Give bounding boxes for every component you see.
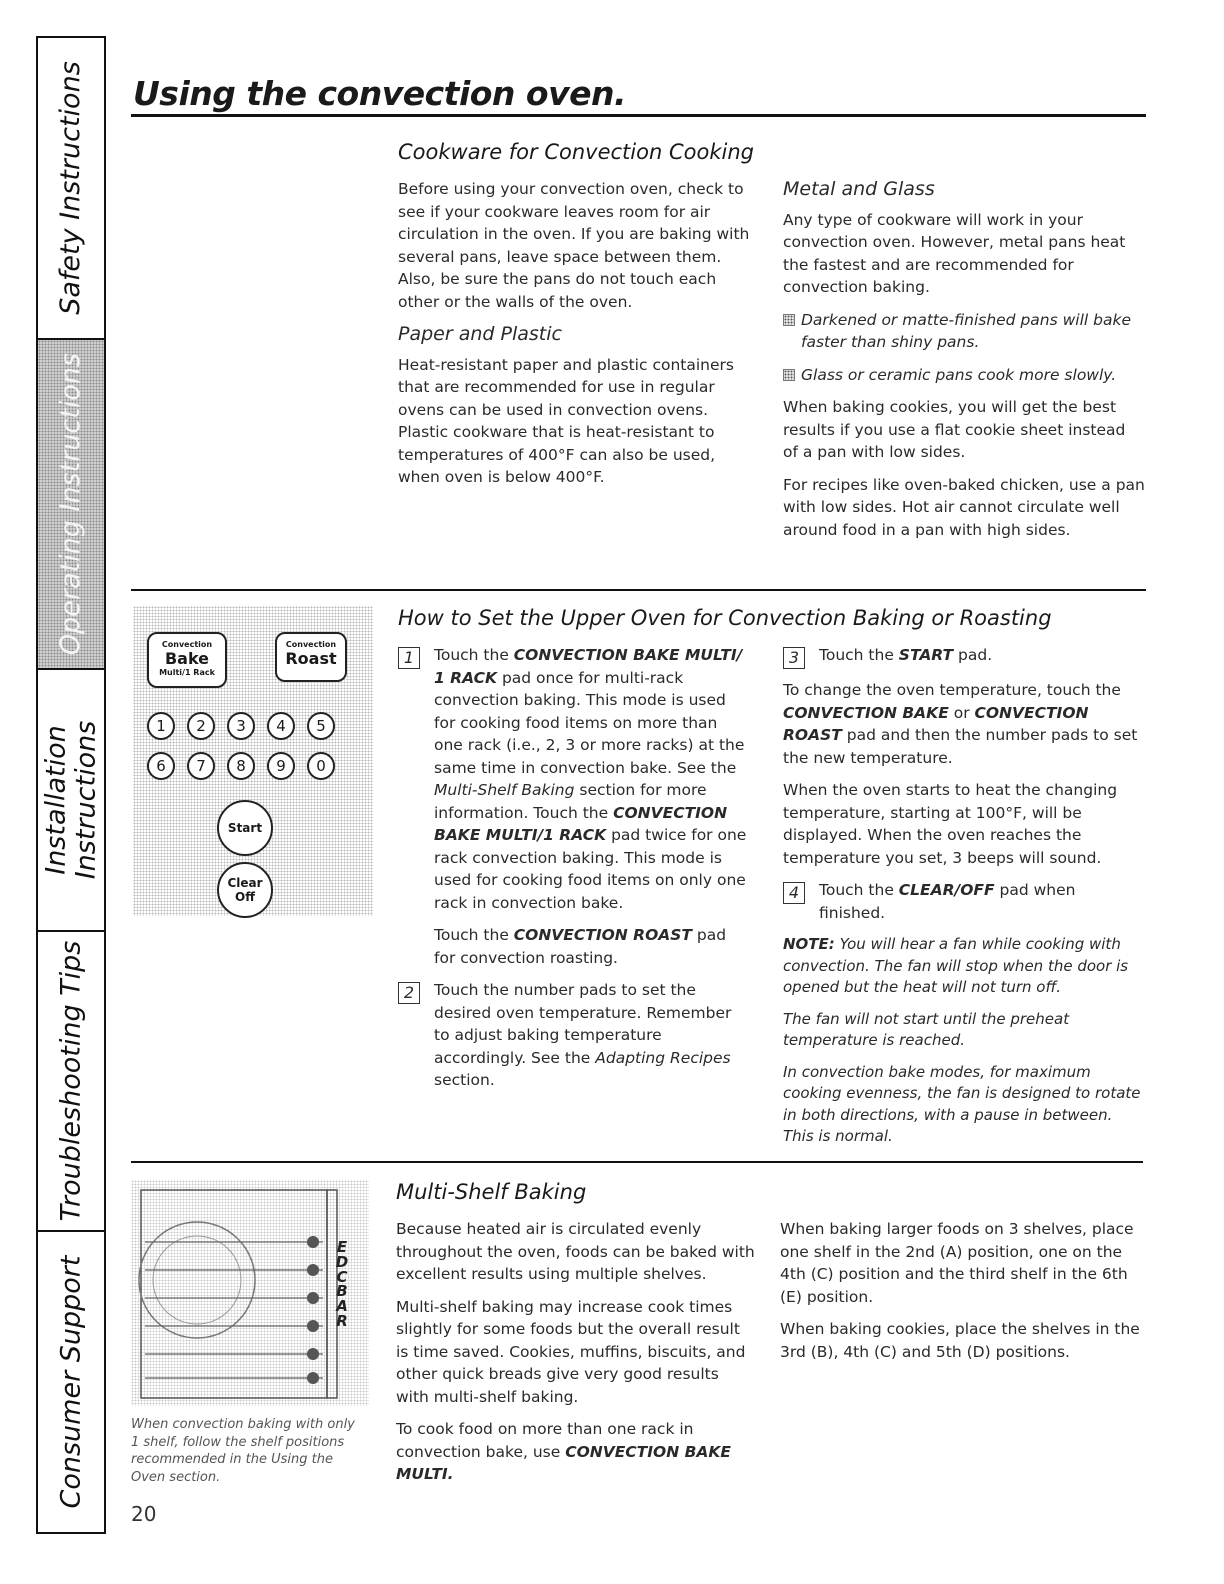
tab-operating-label: Operating Instructions bbox=[55, 352, 86, 656]
howto-left-column bbox=[398, 644, 748, 1102]
convection-roast-pad bbox=[275, 632, 347, 682]
roast-instruction bbox=[398, 924, 748, 969]
heat-text: When the oven starts to heat the changing temperature, starting at 100°F, will be displayed. When the oven reaches the temperature you set, 3 beeps will sound. bbox=[783, 781, 1118, 867]
convection-fan-inner bbox=[153, 1236, 241, 1324]
bullet-glass-text: Glass or ceramic pans cook more slowly. bbox=[801, 365, 1117, 384]
roast-pad-mid: Roast bbox=[285, 649, 337, 668]
step-4-text bbox=[819, 879, 1146, 924]
number-pad-0: 0 bbox=[307, 752, 335, 780]
bullet-square-icon bbox=[783, 369, 795, 381]
shelf-position-markers bbox=[307, 1236, 319, 1384]
section-tabs bbox=[36, 36, 106, 1534]
tab-installation-line1: Installation bbox=[40, 725, 72, 875]
number-pad-9: 9 bbox=[267, 752, 295, 780]
control-panel-illustration bbox=[133, 606, 373, 916]
bullet-darkened-pans bbox=[783, 309, 1145, 354]
multishelf-p3-keyword: CONVECTION BAKE MULTI. bbox=[396, 1442, 731, 1483]
note-2: The fan will not start until the preheat temperature is reached. bbox=[783, 1009, 1070, 1049]
clear-pad-label: Clear bbox=[227, 876, 263, 890]
oven-cavity bbox=[141, 1190, 327, 1398]
change-keyword-1: CONVECTION BAKE bbox=[783, 703, 949, 722]
step-3-text-a: Touch the bbox=[819, 646, 899, 664]
clear-off-pad bbox=[217, 862, 273, 918]
tab-installation-line2: Instructions bbox=[70, 720, 102, 880]
oven-shelf-illustration bbox=[131, 1180, 369, 1406]
step-1 bbox=[398, 644, 748, 914]
cookware-heading: Cookware for Convection Cooking bbox=[398, 140, 754, 164]
change-text-b: pad and then the number pads to set the new temperature. bbox=[783, 726, 1138, 767]
bake-pad-bottom: Multi/1 Rack bbox=[159, 668, 215, 677]
step-4-text-b: pad when finished. bbox=[819, 881, 1076, 922]
start-pad bbox=[217, 800, 273, 856]
multishelf-right-column bbox=[780, 1218, 1142, 1373]
step-3-keyword: START bbox=[898, 646, 954, 664]
step-1-italic: Multi-Shelf Baking bbox=[434, 781, 575, 799]
step-1-number: 1 bbox=[398, 647, 420, 669]
step-4 bbox=[783, 879, 1146, 924]
roast-text-a: Touch the bbox=[434, 926, 514, 944]
chicken-text: For recipes like oven-baked chicken, use a pan with low sides. Hot air cannot circulate well around food in a pan with high sides. bbox=[783, 475, 1145, 539]
tab-safety-label: Safety Instructions bbox=[55, 61, 86, 315]
step-4-text-a: Touch the bbox=[819, 881, 899, 899]
off-pad-label: Off bbox=[235, 890, 255, 904]
oven-caption: When convection baking with only 1 shelf, follow the shelf positions recommended in the Using the Oven section. bbox=[131, 1417, 355, 1485]
number-pad-4: 4 bbox=[267, 712, 295, 740]
step-3 bbox=[783, 644, 1146, 669]
note-1 bbox=[783, 934, 1146, 999]
convection-fan-outline bbox=[139, 1222, 255, 1338]
shelf-label-r: R bbox=[336, 1311, 348, 1330]
change-text-a: To change the oven temperature, touch the bbox=[783, 681, 1121, 699]
convection-bake-pad bbox=[147, 632, 227, 688]
change-temp-text bbox=[783, 679, 1146, 769]
step-1-text-a: Touch the bbox=[434, 646, 514, 664]
number-pad-2: 2 bbox=[187, 712, 215, 740]
step-2-text-a: Touch the number pads to set the desired oven temperature. Remember to adjust baking temperature accordingly. See the bbox=[434, 981, 732, 1067]
shelf-lines bbox=[145, 1242, 323, 1378]
multishelf-heading: Multi-Shelf Baking bbox=[396, 1180, 587, 1204]
cookware-left-column bbox=[398, 178, 760, 499]
number-pad-7: 7 bbox=[187, 752, 215, 780]
roast-text-b: pad for convection roasting. bbox=[434, 926, 727, 967]
bake-pad-mid: Bake bbox=[164, 649, 210, 668]
howto-right-column bbox=[783, 644, 1146, 1158]
tab-consumer-support[interactable] bbox=[38, 1232, 104, 1532]
step-3-number: 3 bbox=[783, 647, 805, 669]
step-1-text-d: pad twice for one rack convection baking. This mode is used for cooking food items on only one rack in convection bake. bbox=[434, 826, 747, 912]
shelf-label-a: A bbox=[336, 1297, 348, 1316]
roast-pad-top: Convection bbox=[285, 640, 337, 649]
bullet-glass-pans bbox=[783, 364, 1145, 387]
cookware-right-column bbox=[783, 178, 1145, 551]
metal-glass-text: Any type of cookware will work in your convection oven. However, metal pans heat the fastest and are recommended for convection baking. bbox=[783, 210, 1126, 296]
shelf-label-d: D bbox=[335, 1252, 349, 1271]
note-1-text: You will hear a fan while cooking with convection. The fan will stop when the door is opened but the heat will not turn off. bbox=[783, 935, 1129, 996]
tab-safety-instructions[interactable] bbox=[38, 38, 104, 340]
section-rule-1 bbox=[131, 589, 1146, 591]
shelf-label-column bbox=[334, 1240, 350, 1329]
number-pad-6: 6 bbox=[147, 752, 175, 780]
cookware-intro: Before using your convection oven, check to see if your cookware leaves room for air circulation in the oven. If you are baking with several pans, leave space between them. Also, be sure the pans do not touch each other or the walls of the oven. bbox=[398, 180, 750, 311]
step-2-number: 2 bbox=[398, 982, 420, 1004]
step-1-text-c: section for more information. Touch the bbox=[434, 781, 707, 822]
shelf-label-b: B bbox=[336, 1282, 348, 1301]
tab-installation-label bbox=[41, 721, 101, 880]
step-1-keyword-1: CONVECTION BAKE MULTI/ 1 RACK bbox=[434, 646, 743, 687]
tab-installation-instructions[interactable] bbox=[38, 670, 104, 932]
bullet-square-icon bbox=[783, 314, 795, 326]
metal-glass-heading: Metal and Glass bbox=[783, 178, 935, 200]
start-pad-label: Start bbox=[227, 821, 263, 835]
multishelf-left-column bbox=[396, 1218, 756, 1496]
step-3-text bbox=[819, 644, 992, 669]
page-number: 20 bbox=[131, 1502, 157, 1526]
shelf-label-e: E bbox=[336, 1238, 348, 1256]
roast-keyword: CONVECTION ROAST bbox=[513, 926, 692, 944]
tab-operating-instructions[interactable] bbox=[38, 340, 104, 670]
number-pad-8: 8 bbox=[227, 752, 255, 780]
multishelf-p3 bbox=[396, 1418, 756, 1486]
number-pad-3: 3 bbox=[227, 712, 255, 740]
number-pad-1: 1 bbox=[147, 712, 175, 740]
step-1-text-b: pad once for multi-rack convection baking. This mode is used for cooking food items on more than one rack (i.e., 2, 3 or more racks) at the same time in convection bake. See the bbox=[434, 668, 745, 777]
howto-heading: How to Set the Upper Oven for Convection Baking or Roasting bbox=[398, 606, 1052, 630]
bake-pad-top: Convection bbox=[161, 640, 213, 649]
step-3-text-b: pad. bbox=[953, 646, 993, 664]
bullet-darkened-text: Darkened or matte-finished pans will bake faster than shiny pans. bbox=[801, 310, 1131, 351]
paper-plastic-text: Heat-resistant paper and plastic containers that are recommended for use in regular ovens can be used in convection ovens. Plastic cookware that is heat-resistant to temperatures of 400°F can also be used, when oven is below 400°F. bbox=[398, 355, 734, 486]
tab-troubleshooting-tips[interactable] bbox=[38, 932, 104, 1232]
step-2-italic: Adapting Recipes bbox=[595, 1048, 731, 1067]
step-4-number: 4 bbox=[783, 882, 805, 904]
step-2-text-b: section. bbox=[434, 1071, 495, 1089]
multishelf-p5: When baking cookies, place the shelves in the 3rd (B), 4th (C) and 5th (D) positions. bbox=[780, 1320, 1140, 1361]
multishelf-p2: Multi-shelf baking may increase cook times slightly for some foods but the overall result is time saved. Cookies, muffins, biscuits, and other quick breads give very good results with multi-shelf baking. bbox=[396, 1297, 746, 1406]
shelf-label-c: C bbox=[336, 1267, 348, 1286]
change-text-or: or bbox=[948, 703, 975, 722]
number-pad-5: 5 bbox=[307, 712, 335, 740]
step-1-keyword-2: CONVECTION BAKE MULTI/1 RACK bbox=[434, 803, 728, 844]
multishelf-p1: Because heated air is circulated evenly throughout the oven, foods can be baked with excellent results using multiple shelves. bbox=[396, 1220, 755, 1283]
title-rule bbox=[131, 114, 1146, 117]
tab-troubleshooting-label: Troubleshooting Tips bbox=[55, 940, 86, 1222]
multishelf-p4: When baking larger foods on 3 shelves, place one shelf in the 2nd (A) position, one on the 4th (C) position and the third shelf in the 6th (E) position. bbox=[780, 1220, 1134, 1306]
step-2-text bbox=[434, 979, 748, 1092]
note-label: NOTE: bbox=[783, 935, 835, 953]
step-1-text bbox=[434, 644, 748, 914]
change-keyword-2: CONVECTION ROAST bbox=[783, 703, 1089, 744]
step-4-keyword: CLEAR/OFF bbox=[898, 881, 995, 899]
note-3: In convection bake modes, for maximum cooking evenness, the fan is designed to rotate in both directions, with a pause in between. This is normal. bbox=[783, 1062, 1141, 1145]
tab-consumer-label: Consumer Support bbox=[55, 1255, 86, 1509]
paper-plastic-heading: Paper and Plastic bbox=[398, 323, 562, 345]
cookies-text: When baking cookies, you will get the best results if you use a flat cookie sheet instead of a pan with low sides. bbox=[783, 398, 1126, 461]
page-title: Using the convection oven. bbox=[133, 74, 627, 113]
step-2 bbox=[398, 979, 748, 1092]
multishelf-p3-text: To cook food on more than one rack in convection bake, use bbox=[396, 1420, 694, 1461]
section-rule-2 bbox=[131, 1161, 1143, 1163]
